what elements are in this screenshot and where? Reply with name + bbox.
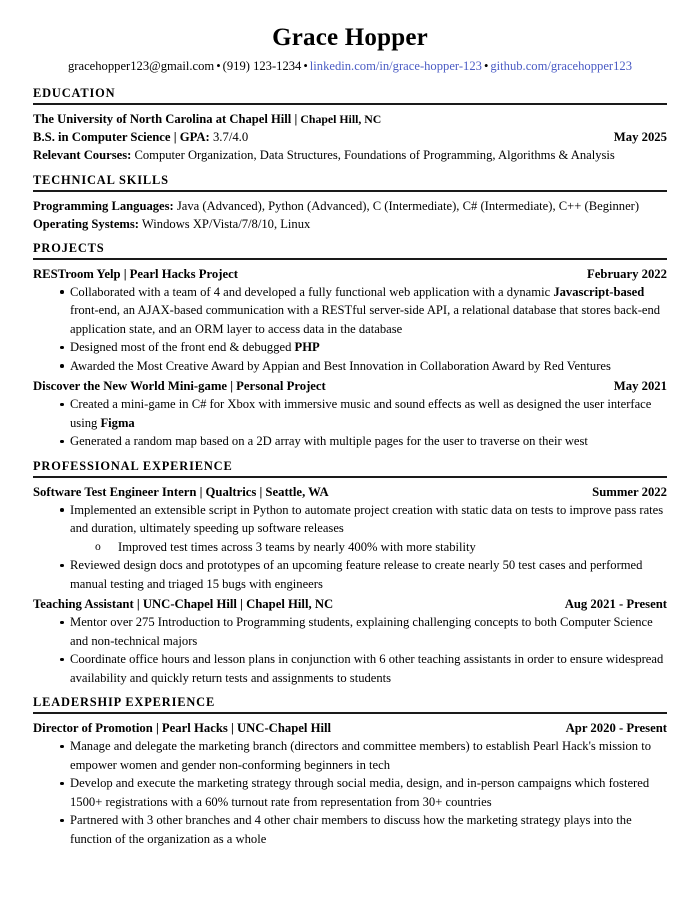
education-school-line xyxy=(33,110,667,128)
section-title-professional-experience: PROFESSIONAL EXPERIENCE xyxy=(33,458,233,473)
bullet-marker-icon xyxy=(60,650,64,669)
bullet-emphasis: Figma xyxy=(100,415,135,430)
entry-header xyxy=(33,265,667,283)
github-link[interactable]: github.com/gracehopper123 xyxy=(490,58,632,73)
email-text: gracehopper123@gmail.com xyxy=(68,58,215,73)
entry-bullet-list xyxy=(33,501,667,594)
bullet-dot-icon xyxy=(60,290,64,294)
bullet-text: Manage and delegate the marketing branch (directors and committee members) to establish Pearl Hack's mission to empower women and gender non-conforming beginners in tech xyxy=(70,739,652,772)
entry-header xyxy=(33,377,667,395)
bullet-text: Collaborated with a team of 4 and developed a fully functional web application with a dynamic Javascript-based front-end, an AJAX-based communication with a RESTful server-side API, a relational database that stores back-end application state, and an ORM layer to access data in the database xyxy=(70,284,661,336)
bullet-marker-icon xyxy=(60,811,64,830)
section-rule-professional-experience xyxy=(33,476,667,478)
bullet-text: Generated a random map based on a 2D array with multiple pages for the user to traverse on their west xyxy=(70,434,588,449)
bullet-item xyxy=(33,556,667,593)
entry-date: Summer 2022 xyxy=(592,484,667,499)
contact-line xyxy=(33,59,667,75)
entry-header xyxy=(33,483,667,501)
section-education xyxy=(33,86,667,164)
bullet-dot-icon xyxy=(60,658,64,662)
education-courses-label: Relevant Courses: xyxy=(33,148,132,163)
education-gpa: 3.7/4.0 xyxy=(209,130,249,145)
education-school: The University of North Carolina at Chapel Hill xyxy=(33,112,292,127)
section-technical-skills xyxy=(33,173,667,233)
entry-title: RESTroom Yelp | Pearl Hacks Project xyxy=(33,266,238,281)
entry-title: Software Test Engineer Intern | Qualtrics | Seattle, WA xyxy=(33,484,329,499)
skills-os-line xyxy=(33,215,667,233)
bullet-text: Awarded the Most Creative Award by Appian and Best Innovation in Collaboration Award by Red Ventures xyxy=(70,358,611,373)
bullet-item xyxy=(33,737,667,774)
bullet-text: Coordinate office hours and lesson plans in conjunction with 6 other teaching assistants in order to ensure widespread availability and quickly return tests and assignments to students xyxy=(70,652,664,685)
bullet-text: Created a mini-game in C# for Xbox with immersive music and sound effects as well as designed the user interface using Figma xyxy=(70,397,652,430)
education-school-separator: | xyxy=(291,112,301,127)
bullet-item xyxy=(33,283,667,339)
bullet-dot-icon xyxy=(60,782,64,786)
bullet-item xyxy=(33,395,667,432)
section-title-leadership-experience: LEADERSHIP EXPERIENCE xyxy=(33,695,216,710)
sub-bullet-marker-icon: o xyxy=(95,539,101,553)
entry-header xyxy=(33,595,667,613)
section-leadership-experience xyxy=(33,695,667,848)
bullet-emphasis: Javascript-based xyxy=(553,284,645,299)
bullet-marker-icon xyxy=(60,613,64,632)
separator-2: • xyxy=(303,58,308,73)
projects-entry-list xyxy=(33,265,667,451)
phone-text: (919) 123-1234 xyxy=(222,58,302,73)
bullet-text: Mentor over 275 Introduction to Programming students, explaining challenging concepts to both Computer Science and non-technical majors xyxy=(70,615,653,648)
bullet-text: Develop and execute the marketing strategy through social media, design, and in-person campaigns which fostered 1500+ registrations with a 60% turnout rate from representation from 30+ countries xyxy=(70,776,650,809)
bullet-marker-icon xyxy=(60,556,64,575)
experience-entry xyxy=(33,719,667,848)
section-title-education: EDUCATION xyxy=(33,86,116,101)
entry-bullet-list xyxy=(33,737,667,848)
skills-os-label: Operating Systems: xyxy=(33,216,139,231)
bullet-dot-icon xyxy=(60,819,64,823)
entry-bullet-list xyxy=(33,283,667,376)
skills-languages-label: Programming Languages: xyxy=(33,198,174,213)
entry-bullet-list xyxy=(33,395,667,451)
bullet-marker-icon xyxy=(60,395,64,414)
bullet-dot-icon xyxy=(60,440,64,444)
skills-languages-line xyxy=(33,197,667,215)
separator-3: • xyxy=(483,58,489,73)
entry-date: February 2022 xyxy=(587,266,667,281)
entry-header xyxy=(33,719,667,737)
entry-date: May 2021 xyxy=(613,379,667,394)
education-entry xyxy=(33,110,667,164)
bullet-dot-icon xyxy=(60,403,64,407)
bullet-text: Partnered with 3 other branches and 4 other chair members to discuss how the marketing strategy plays into the function of the organization as a whole xyxy=(70,813,632,846)
bullet-emphasis: PHP xyxy=(294,340,320,355)
separator-1: • xyxy=(216,58,221,73)
section-rule-technical-skills xyxy=(33,190,667,192)
entry-bullet-list xyxy=(33,613,667,687)
linkedin-link[interactable]: linkedin.com/in/grace-hopper-123 xyxy=(309,58,482,73)
entry-title: Director of Promotion | Pearl Hacks | UNC-Chapel Hill xyxy=(33,721,332,736)
skills-languages: Java (Advanced), Python (Advanced), C (Intermediate), C# (Intermediate), C++ (Beginner) xyxy=(173,198,640,213)
bullet-marker-icon xyxy=(60,774,64,793)
bullet-marker-icon xyxy=(60,357,64,376)
education-degree-line xyxy=(33,128,667,146)
section-projects xyxy=(33,241,667,451)
section-rule-education xyxy=(33,103,667,105)
experience-entry xyxy=(33,483,667,594)
bullet-item xyxy=(33,338,667,357)
bullet-item xyxy=(33,811,667,848)
entry-date: Apr 2020 - Present xyxy=(565,721,667,736)
bullet-dot-icon xyxy=(60,346,64,350)
bullet-dot-icon xyxy=(60,745,64,749)
bullet-item xyxy=(33,501,667,538)
bullet-marker-icon xyxy=(60,737,64,756)
bullet-item xyxy=(33,432,667,451)
bullet-item xyxy=(33,613,667,650)
bullet-text: Designed most of the front end & debugged PHP xyxy=(70,340,320,355)
leadership-experience-entry-list xyxy=(33,719,667,848)
bullet-marker-icon xyxy=(60,432,64,451)
bullet-text: Reviewed design docs and prototypes of an upcoming feature release to create nearly 50 test cases and performed manual testing and triaged 15 bugs with engineers xyxy=(70,558,643,591)
bullet-dot-icon xyxy=(60,508,64,512)
section-professional-experience xyxy=(33,459,667,688)
education-location: Chapel Hill, NC xyxy=(300,112,382,127)
bullet-marker-icon xyxy=(60,501,64,520)
section-title-projects: PROJECTS xyxy=(33,240,105,255)
bullet-item xyxy=(33,538,667,557)
entry-title: Discover the New World Mini-game | Personal Project xyxy=(33,379,326,394)
bullet-marker-icon xyxy=(60,338,64,357)
bullet-text: Implemented an extensible script in Python to automate project creation with static data on tests to improve pass rates and duration, ultimately speeding up software releases xyxy=(70,502,664,536)
experience-entry xyxy=(33,377,667,451)
experience-entry xyxy=(33,265,667,376)
bullet-text: Improved test times across 3 teams by nearly 400% with more stability xyxy=(118,539,476,554)
entry-title: Teaching Assistant | UNC-Chapel Hill | Chapel Hill, NC xyxy=(33,597,334,612)
bullet-dot-icon xyxy=(60,621,64,625)
section-rule-projects xyxy=(33,258,667,260)
bullet-marker-icon xyxy=(60,283,64,302)
bullet-item xyxy=(33,357,667,376)
bullet-dot-icon xyxy=(60,564,64,568)
bullet-dot-icon xyxy=(60,364,64,368)
section-title-technical-skills: TECHNICAL SKILLS xyxy=(33,172,169,187)
section-rule-leadership-experience xyxy=(33,712,667,714)
bullet-item xyxy=(33,650,667,687)
professional-experience-entry-list xyxy=(33,483,667,688)
education-courses-line xyxy=(33,146,667,164)
bullet-item xyxy=(33,774,667,811)
page-title: Grace Hopper xyxy=(272,24,428,51)
education-grad-date: May 2025 xyxy=(613,130,667,145)
education-degree: B.S. in Computer Science | GPA: xyxy=(33,130,210,145)
entry-date: Aug 2021 - Present xyxy=(564,597,667,612)
experience-entry xyxy=(33,595,667,687)
education-courses: Computer Organization, Data Structures, Foundations of Programming, Algorithms & Analysis xyxy=(131,148,615,163)
skills-os: Windows XP/Vista/7/8/10, Linux xyxy=(139,216,311,231)
